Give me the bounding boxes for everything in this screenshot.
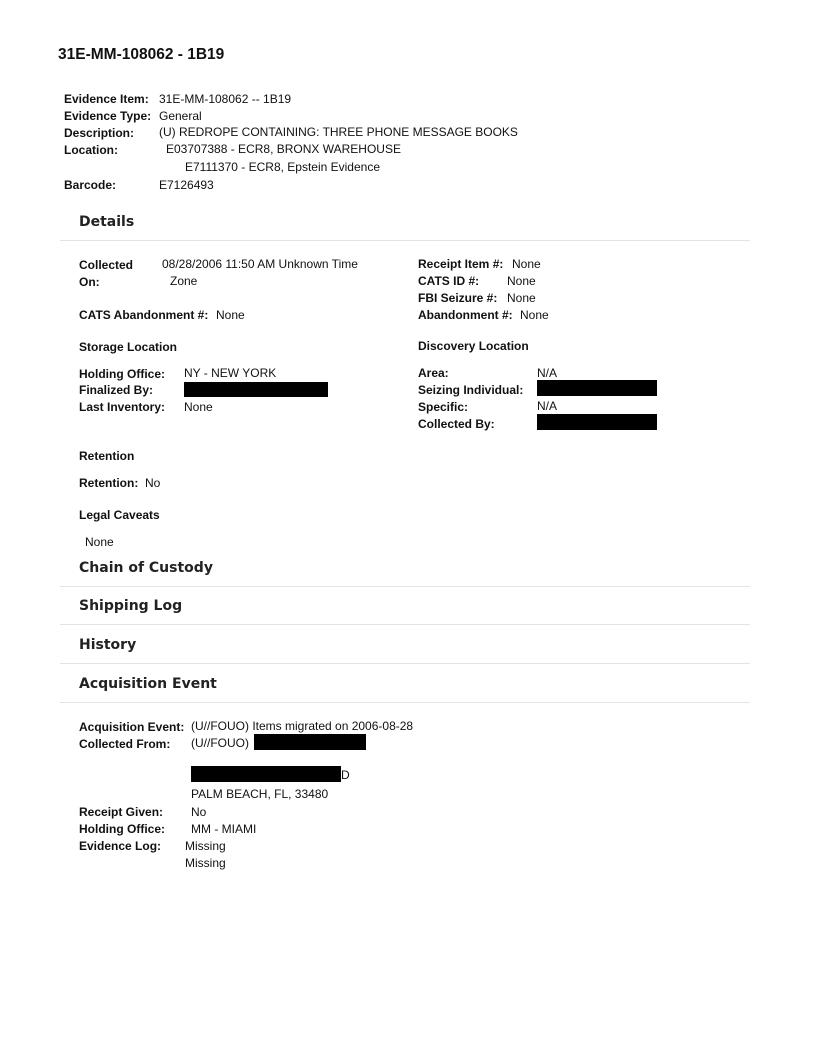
section-divider	[60, 702, 750, 703]
legal-caveats-value: None	[85, 535, 114, 549]
collected-on-label-1: Collected	[79, 258, 134, 272]
location-label: Location:	[64, 143, 118, 157]
collected-on-value-2: Zone	[170, 274, 198, 288]
barcode-label: Barcode:	[64, 178, 117, 192]
evidence-type-value: General	[159, 109, 202, 123]
description-label: Description:	[64, 126, 135, 140]
collected-from-label: Collected From:	[79, 737, 171, 751]
last-inventory-label: Last Inventory:	[79, 400, 166, 414]
holding-office-value: NY - NEW YORK	[184, 366, 277, 380]
receipt-given-label: Receipt Given:	[79, 805, 164, 819]
specific-value: N/A	[537, 399, 558, 413]
redaction-box	[254, 734, 366, 750]
acquisition-event-heading: Acquisition Event	[79, 676, 217, 692]
evidence-log-value-1: Missing	[185, 839, 226, 853]
fbi-seizure-label: FBI Seizure #:	[418, 291, 498, 305]
evidence-item-label: Evidence Item:	[64, 92, 149, 106]
redaction-box	[537, 380, 657, 396]
discovery-location-heading: Discovery Location	[418, 339, 529, 353]
receipt-item-label: Receipt Item #:	[418, 257, 504, 271]
chain-of-custody-heading: Chain of Custody	[79, 560, 213, 576]
section-divider	[60, 586, 750, 587]
last-inventory-value: None	[184, 400, 213, 414]
evidence-type-label: Evidence Type:	[64, 109, 152, 123]
acquisition-holding-office-value: MM - MIAMI	[191, 822, 257, 836]
cats-id-value: None	[507, 274, 536, 288]
abandonment-value: None	[520, 308, 549, 322]
section-divider	[60, 624, 750, 625]
evidence-item-value: 31E-MM-108062 -- 1B19	[159, 92, 292, 106]
retention-heading: Retention	[79, 449, 135, 463]
retention-value: No	[145, 476, 161, 490]
evidence-log-label: Evidence Log:	[79, 839, 162, 853]
abandonment-label: Abandonment #:	[418, 308, 513, 322]
cats-abandonment-label: CATS Abandonment #:	[79, 308, 209, 322]
retention-label: Retention:	[79, 476, 139, 490]
collected-on-label-2: On:	[79, 275, 100, 289]
acquisition-event-label: Acquisition Event:	[79, 720, 185, 734]
specific-label: Specific:	[418, 400, 469, 414]
collected-by-label: Collected By:	[418, 417, 495, 431]
area-value: N/A	[537, 366, 558, 380]
area-label: Area:	[418, 366, 449, 380]
redaction-box	[184, 382, 328, 397]
acquisition-event-value: (U//FOUO) Items migrated on 2006-08-28	[191, 719, 414, 733]
legal-caveats-heading: Legal Caveats	[79, 508, 160, 522]
holding-office-label: Holding Office:	[79, 367, 165, 381]
section-divider	[60, 663, 750, 664]
history-heading: History	[79, 637, 137, 653]
storage-location-heading: Storage Location	[79, 340, 178, 354]
finalized-by-label: Finalized By:	[79, 383, 154, 397]
section-divider	[60, 240, 750, 241]
location-line-2: E7111370 - ECR8, Epstein Evidence	[185, 160, 381, 174]
acquisition-holding-office-label: Holding Office:	[79, 822, 165, 836]
location-line-1: E03707388 - ECR8, BRONX WAREHOUSE	[166, 142, 401, 156]
redaction-box	[537, 414, 657, 430]
barcode-value: E7126493	[159, 178, 214, 192]
receipt-item-value: None	[512, 257, 541, 271]
page-title: 31E-MM-108062 - 1B19	[58, 46, 225, 63]
evidence-log-value-2: Missing	[185, 856, 226, 870]
shipping-log-heading: Shipping Log	[79, 598, 183, 614]
details-heading: Details	[79, 214, 135, 230]
redaction-box	[191, 766, 341, 782]
collected-on-value-1: 08/28/2006 11:50 AM Unknown Time	[162, 257, 358, 271]
cats-abandonment-value: None	[216, 308, 245, 322]
seizing-individual-label: Seizing Individual:	[418, 383, 524, 397]
collected-from-value: (U//FOUO)	[191, 736, 249, 750]
fbi-seizure-value: None	[507, 291, 536, 305]
description-value: (U) REDROPE CONTAINING: THREE PHONE MESSAGE BOOKS	[159, 125, 518, 139]
receipt-given-value: No	[191, 805, 207, 819]
address-tail: D	[341, 768, 350, 782]
cats-id-label: CATS ID #:	[418, 274, 480, 288]
city-line: PALM BEACH, FL, 33480	[191, 787, 329, 801]
